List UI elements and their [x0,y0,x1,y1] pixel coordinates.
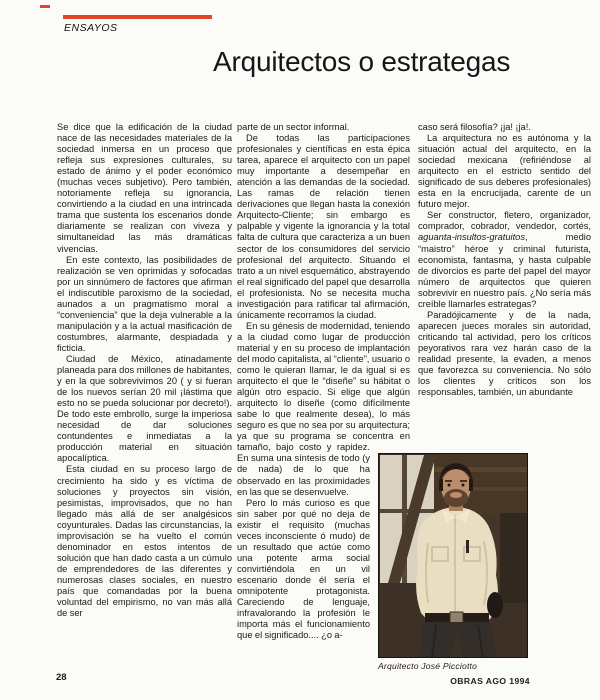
magazine-issue-credit: OBRAS AGO 1994 [450,676,530,686]
section-label: ENSAYOS [64,22,118,34]
italic-term: aguanta-insultos-gratuitos [418,232,525,243]
section-rule [63,15,212,19]
paragraph-col1-1: Se dice que la edificación de la ciudad nace de las necesidades materiales de la sociedad inmersa en un proceso que refleja sus expresiones culturales, su estado de ánimo y el poder económico (muchas veces subjetivo). Pero también, notoriamente refleja su ignorancia, convirtiendo a la ciudad en una intrincada trama que sustenta los escenarios donde diariamente se realizan con viveza y simultaneidad las más dramáticas vivencias. [57,122,232,254]
paragraph-col2-4: Pero lo más curioso es que sin saber por qué no deja de existir el requisito (muchas veces inconsciente ó mudo) de un resultado que actúe como una potente arma social convirtiéndola en un vil escenario donde él sería el omnipotente protagonista. Careciendo de lenguaje, infravalorando la profesión le importa más el funcionamiento que el significado.... ¿o a- [237,497,370,641]
paragraph-col3-4: Paradójicamente y de la nada, aparecen jueces morales sin autoridad, criticando tal actividad, pero los críticos peyorativos rara vez harán caso de la realidad presente, la evaden, a menos que favorezca su conveniencia. No sólo los clientes y críticos son los responsables, también, un abundante [418,309,591,398]
paragraph-col2-3: En su génesis de modernidad, teniendo a la ciudad como lugar de producción material y en su proceso de implantación del modo capitalista, al “cliente”, usuario o como le quieran llamar, le da igual si es arquitecto el que le “diseñe” su hábitat o algún otro espacio. Si elige que algún arquitecto lo diseñe (como difícilmente sabe lo que realmente desea), lo más seguro es que no sea por su arquitectura; ya que su programa se concentra en tamaño, bajo costo y rapidez. En suma una síntesis de todo (y de nada) de lo que ha observado en las proximidades en las que se desenvuelve. [237,320,410,497]
article-title: Arquitectos o estrategas [213,45,511,77]
article-column-1 [57,122,232,619]
paragraph-text: , medio “maistro” héroe y criminal futurista, economista, fantasma, y hasta culpable de divorcios es parte del papel del mayor número de arquitectos que quieren sobrevivir en nuestro país. ¿No sería más creíble llamarles estrategas? [418,232,591,309]
page-number: 28 [56,672,67,683]
photo-wrap-spacer [410,122,411,453]
photo-caption: Arquitecto José Picciotto [378,661,478,671]
portrait-photo-illustration [378,453,528,658]
portrait-photo [378,453,528,658]
paragraph-col3-2: La arquitectura no es autónoma y la situación actual del arquitecto, en la sociedad mexicana (refiriéndose al arquitecto en el estricto sentido del significado de sus deberes profesionales) esta en la encrucijada, carente de un futuro mejor. [418,133,591,210]
paragraph-col1-4: Esta ciudad en su proceso largo de crecimiento ha sido y es víctima de soluciones y proyectos sin visión, pesimistas, improvisados, que no han llegado más allá de ser analgésicos coyunturales. Dadas las circunstancias, la improvisación se ha vuelto el común denominador en estos intentos de solución que han dado casta a un cúmulo de emprendedores de las diferentes y numerosas clases sociales, en nuestro país que comandadas por la buena voluntad del empirismo, no van más allá de ser [57,464,232,619]
paragraph-text: Ser constructor, fletero, organizador, comprador, cobrador, vendedor, cortés, [418,210,591,232]
registration-mark [40,5,50,8]
paragraph-col1-3: Ciudad de México, atinadamente planeada para dos millones de habitantes, y en la que sobrevivimos 20 ( y si fueran de los nuevos serían 20 mil ¡lástima que esto no se pueda solucionar por decreto!). De todo este embrollo, surge la imperiosa necesidad de dar soluciones contundentes e inmediatas a la producción material en situación apocalíptica. [57,353,232,464]
paragraph-col2-1: parte de un sector informal. [237,122,350,132]
paragraph-col1-2: En este contexto, las posibilidades de realización se ven oprimidas y sofocadas por un sinnúmero de factores que afirman el indiscutible paroxismo de la sociedad, aunados a un pragmatismo moral a “conveniencia” que la deja vulnerable a la manipulación y a la actual masificación de costumbres, alarmante, despiadada y ficticia. [57,254,232,353]
paragraph-col2-2: De todas las participaciones profesionales y científicas en esta épica tarea, aparece el arquitecto con un papel muy importante a desempeñar en atención a las demandas de la sociedad. Las ramas de relación tienen derivaciones que llegan hasta la conexión Arquitecto-Cliente; sin embargo es palpable y vigente la ignorancia y la total falta de cultura que caracteriza a un buen sector de los consumidores del servicio profesional del arquitecto. Situando el trato a un nivel esquemático, abstrayendo el real significado del papel que desarrolla el profesionista. No se necesita mucha investigación para ratificar tal afirmación, únicamente recorramos la ciudad. [237,133,410,320]
paragraph-col3-3 [417,210,591,309]
paragraph-col3-1: caso será filosofía? ¡ja! ¡ja!. [418,122,531,132]
